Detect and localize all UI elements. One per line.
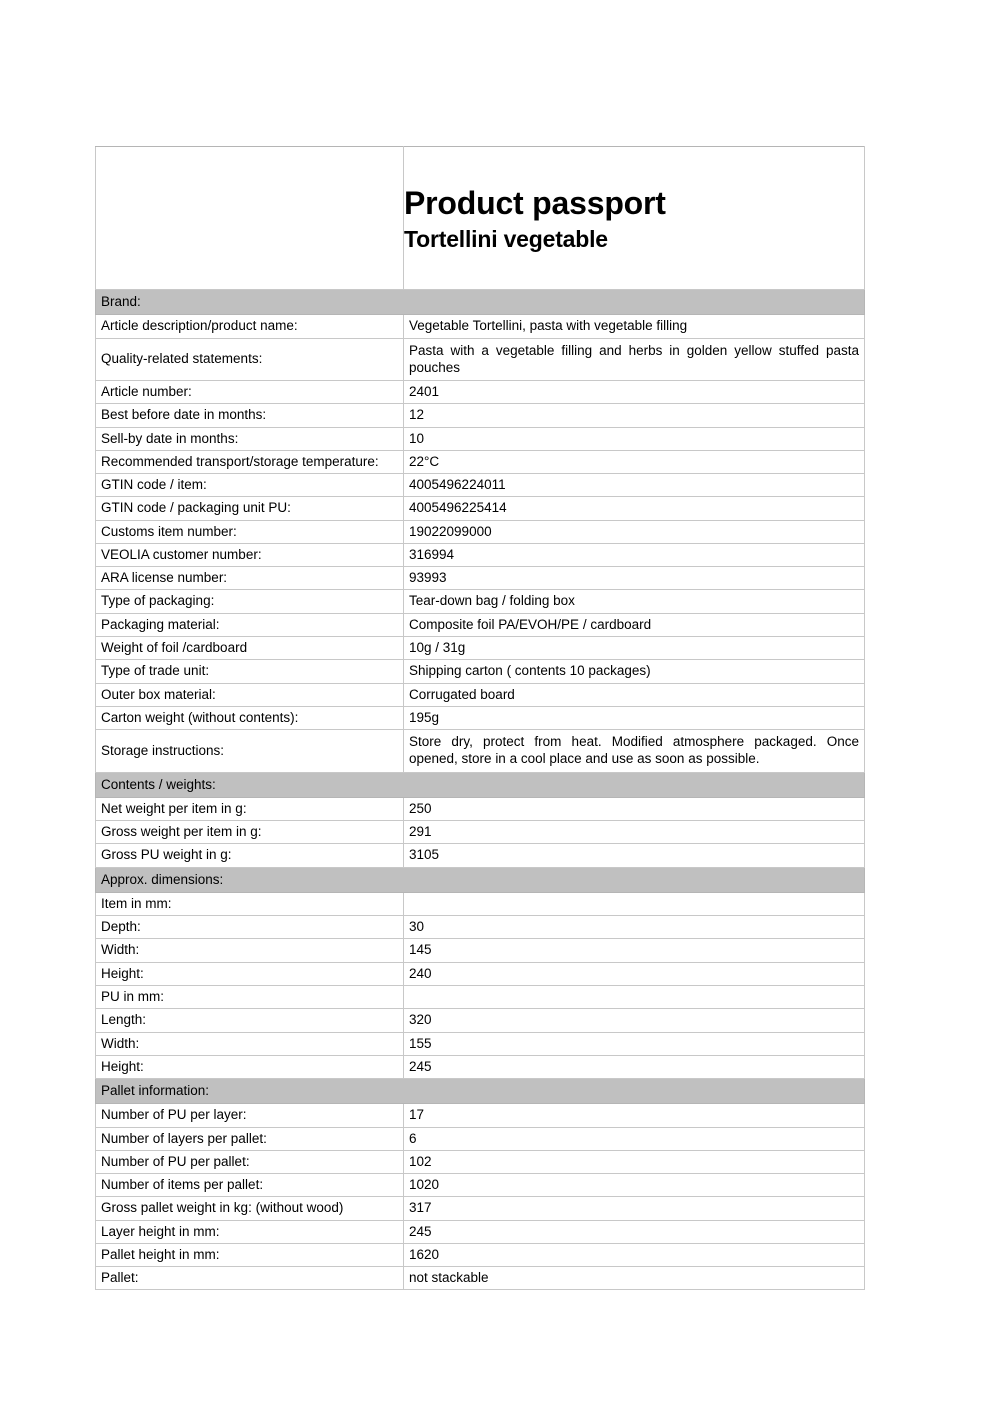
row-label: Gross PU weight in g: <box>96 844 404 867</box>
row-label: Number of PU per layer: <box>96 1104 404 1127</box>
table-row <box>96 1220 865 1243</box>
row-label: Article number: <box>96 381 404 404</box>
row-label: ARA license number: <box>96 567 404 590</box>
row-value: Vegetable Tortellini, pasta with vegetable filling <box>404 315 865 338</box>
table-row <box>96 1032 865 1055</box>
row-value: 102 <box>404 1150 865 1173</box>
row-value: 1020 <box>404 1174 865 1197</box>
title-row <box>96 147 865 290</box>
row-value: 1620 <box>404 1243 865 1266</box>
section-header-row <box>96 1079 865 1104</box>
table-row <box>96 797 865 820</box>
row-label: Pallet: <box>96 1267 404 1290</box>
row-value: 17 <box>404 1104 865 1127</box>
row-value: 10g / 31g <box>404 636 865 659</box>
title-left-cell <box>96 147 404 290</box>
row-label: Number of PU per pallet: <box>96 1150 404 1173</box>
row-label: VEOLIA customer number: <box>96 543 404 566</box>
table-row <box>96 1174 865 1197</box>
table-row <box>96 590 865 613</box>
row-label: Recommended transport/storage temperature: <box>96 450 404 473</box>
row-value: Store dry, protect from heat. Modified atmosphere packaged. Once opened, store in a cool place and use as soon as possible. <box>404 730 865 773</box>
table-row <box>96 543 865 566</box>
row-label: Net weight per item in g: <box>96 797 404 820</box>
row-value: 4005496225414 <box>404 497 865 520</box>
table-row <box>96 892 865 915</box>
table-row <box>96 730 865 773</box>
row-value: Tear-down bag / folding box <box>404 590 865 613</box>
row-label: Packaging material: <box>96 613 404 636</box>
row-value: 245 <box>404 1220 865 1243</box>
row-label: Outer box material: <box>96 683 404 706</box>
table-row <box>96 520 865 543</box>
row-label: Carton weight (without contents): <box>96 706 404 729</box>
page-subtitle: Tortellini vegetable <box>404 226 608 253</box>
table-row <box>96 939 865 962</box>
section-header-label: Approx. dimensions: <box>96 867 865 892</box>
table-row <box>96 338 865 381</box>
table-row <box>96 1127 865 1150</box>
table-row <box>96 450 865 473</box>
row-value: Corrugated board <box>404 683 865 706</box>
row-value: 250 <box>404 797 865 820</box>
row-label: Customs item number: <box>96 520 404 543</box>
row-value: 22°C <box>404 450 865 473</box>
row-value: 93993 <box>404 567 865 590</box>
row-label: Type of packaging: <box>96 590 404 613</box>
row-label: Height: <box>96 1055 404 1078</box>
row-value: 245 <box>404 1055 865 1078</box>
row-value: 6 <box>404 1127 865 1150</box>
row-value: Shipping carton ( contents 10 packages) <box>404 660 865 683</box>
table-row <box>96 706 865 729</box>
table-row <box>96 962 865 985</box>
row-value <box>404 985 865 1008</box>
row-value <box>404 892 865 915</box>
row-label: Number of items per pallet: <box>96 1174 404 1197</box>
row-label: Sell-by date in months: <box>96 427 404 450</box>
row-label: Pallet height in mm: <box>96 1243 404 1266</box>
row-label: Depth: <box>96 916 404 939</box>
product-passport-table <box>95 146 865 1290</box>
row-label: Width: <box>96 939 404 962</box>
row-label: Item in mm: <box>96 892 404 915</box>
row-label: GTIN code / packaging unit PU: <box>96 497 404 520</box>
row-label: GTIN code / item: <box>96 474 404 497</box>
row-value: Composite foil PA/EVOH/PE / cardboard <box>404 613 865 636</box>
row-value: Pasta with a vegetable filling and herbs in golden yellow stuffed pasta pouches <box>404 338 865 381</box>
table-row <box>96 1104 865 1127</box>
row-value: 30 <box>404 916 865 939</box>
table-row <box>96 821 865 844</box>
row-value: 240 <box>404 962 865 985</box>
table-row <box>96 381 865 404</box>
row-value: not stackable <box>404 1267 865 1290</box>
table-row <box>96 1009 865 1032</box>
row-value: 195g <box>404 706 865 729</box>
row-value: 4005496224011 <box>404 474 865 497</box>
row-label: Gross pallet weight in kg: (without wood) <box>96 1197 404 1220</box>
section-header-row <box>96 867 865 892</box>
row-label: PU in mm: <box>96 985 404 1008</box>
section-header-label: Brand: <box>96 290 865 315</box>
row-value: 19022099000 <box>404 520 865 543</box>
table-row <box>96 636 865 659</box>
table-row <box>96 567 865 590</box>
row-value: 155 <box>404 1032 865 1055</box>
table-row <box>96 660 865 683</box>
row-label: Type of trade unit: <box>96 660 404 683</box>
table-row <box>96 474 865 497</box>
row-label: Layer height in mm: <box>96 1220 404 1243</box>
row-label: Weight of foil /cardboard <box>96 636 404 659</box>
row-value: 316994 <box>404 543 865 566</box>
row-label: Width: <box>96 1032 404 1055</box>
table-row <box>96 1197 865 1220</box>
row-label: Length: <box>96 1009 404 1032</box>
row-value: 12 <box>404 404 865 427</box>
row-label: Best before date in months: <box>96 404 404 427</box>
table-row <box>96 1267 865 1290</box>
row-value: 145 <box>404 939 865 962</box>
table-row <box>96 427 865 450</box>
row-value: 3105 <box>404 844 865 867</box>
row-label: Height: <box>96 962 404 985</box>
section-header-row <box>96 290 865 315</box>
title-right-cell <box>404 147 865 290</box>
table-row <box>96 1150 865 1173</box>
row-label: Storage instructions: <box>96 730 404 773</box>
table-row <box>96 613 865 636</box>
table-row <box>96 404 865 427</box>
table-row <box>96 844 865 867</box>
product-passport-sheet <box>95 146 864 1290</box>
table-row <box>96 916 865 939</box>
page-title: Product passport <box>404 184 666 221</box>
row-label: Article description/product name: <box>96 315 404 338</box>
table-body <box>96 147 865 1290</box>
table-row <box>96 315 865 338</box>
section-header-row <box>96 772 865 797</box>
row-value: 317 <box>404 1197 865 1220</box>
row-label: Number of layers per pallet: <box>96 1127 404 1150</box>
table-row <box>96 497 865 520</box>
table-row <box>96 1243 865 1266</box>
table-row <box>96 985 865 1008</box>
table-row <box>96 683 865 706</box>
row-value: 291 <box>404 821 865 844</box>
row-value: 2401 <box>404 381 865 404</box>
row-value: 10 <box>404 427 865 450</box>
table-row <box>96 1055 865 1078</box>
row-label: Quality-related statements: <box>96 338 404 381</box>
row-value: 320 <box>404 1009 865 1032</box>
section-header-label: Contents / weights: <box>96 772 865 797</box>
section-header-label: Pallet information: <box>96 1079 865 1104</box>
row-label: Gross weight per item in g: <box>96 821 404 844</box>
